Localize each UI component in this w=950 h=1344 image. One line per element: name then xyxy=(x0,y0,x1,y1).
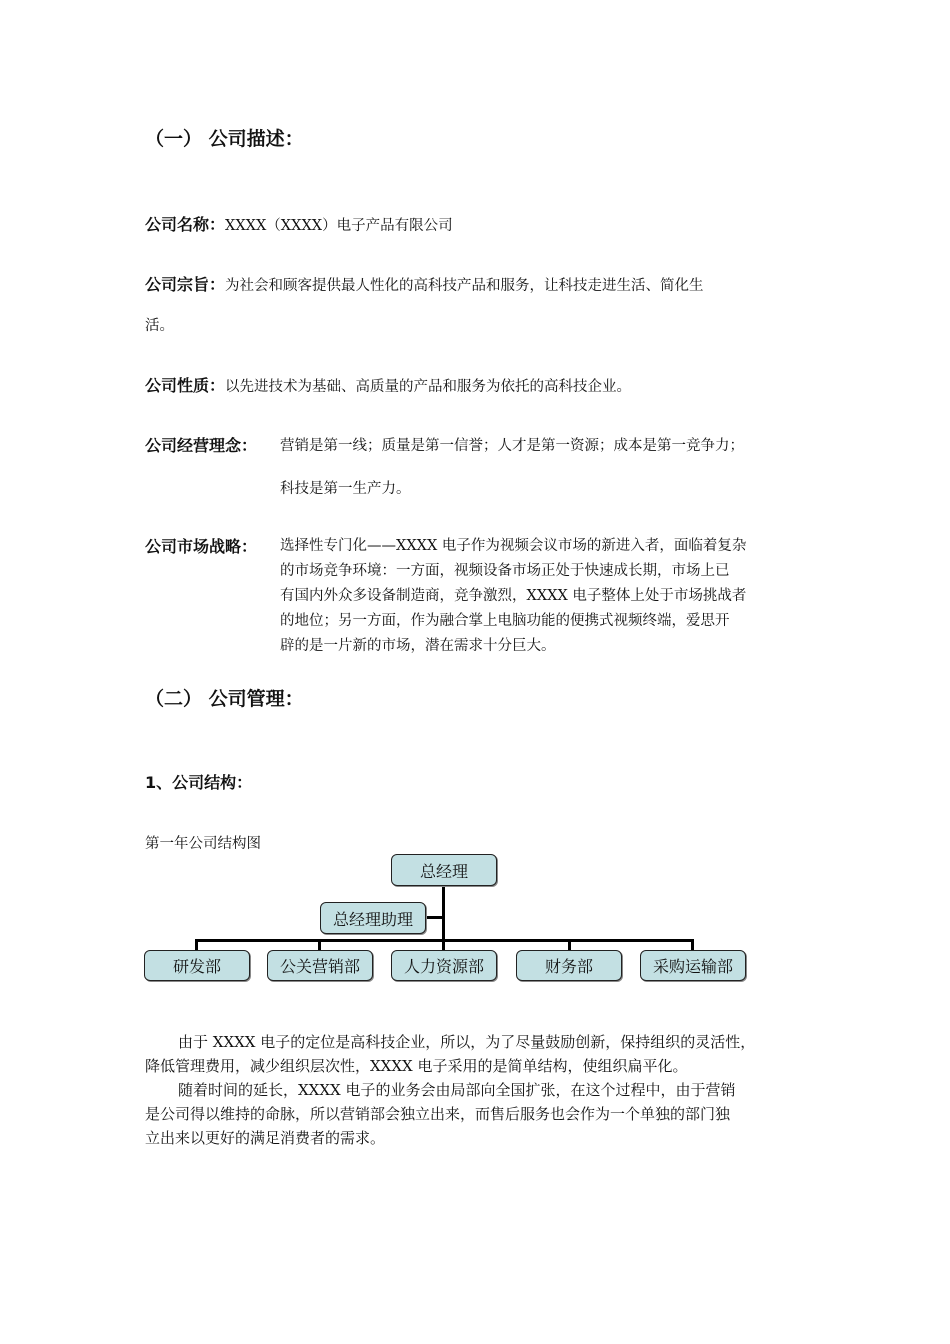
paragraph-structure-rationale xyxy=(145,1030,835,1078)
strategy-line: 辟的是一片新的市场，潜在需求十分巨大。 xyxy=(280,638,556,654)
subsection-heading-structure: 1、公司结构： xyxy=(145,773,253,792)
strategy-line: 的市场竞争环境：一方面，视频设备市场正处于快速成长期，市场上已 xyxy=(280,563,730,579)
company-nature-value: 以先进技术为基础、高质量的产品和服务为依托的高科技企业。 xyxy=(225,379,632,395)
company-philosophy-label: 公司经营理念： xyxy=(145,436,258,455)
org-connector-assistant xyxy=(425,916,443,919)
company-strategy-label: 公司市场战略： xyxy=(145,537,258,556)
org-chart-caption: 第一年公司结构图 xyxy=(145,836,261,852)
company-purpose-label: 公司宗旨： xyxy=(145,275,226,294)
strategy-line: 的地位；另一方面，作为融合掌上电脑功能的便携式视频终端，爱思开 xyxy=(280,613,730,629)
company-philosophy-line2: 科技是第一生产力。 xyxy=(280,481,411,497)
section-heading-management: （二） 公司管理： xyxy=(145,688,304,710)
org-node-pr-marketing-dept: 公关营销部 xyxy=(267,950,373,981)
company-strategy-text xyxy=(280,534,820,659)
section-heading-description: （一） 公司描述： xyxy=(145,128,304,150)
org-node-finance-dept: 财务部 xyxy=(516,950,622,981)
paragraph-line: 立出来以更好的满足消费者的需求。 xyxy=(145,1129,386,1147)
paragraph-line: 降低管理费用，减少组织层次性，XXXX 电子采用的是简单结构，使组织扁平化。 xyxy=(145,1057,688,1075)
paragraph-line: 是公司得以维持的命脉，所以营销部会独立出来，而售后服务也会作为一个单独的部门独 xyxy=(145,1105,731,1123)
paragraph-line: 随着时间的延长，XXXX 电子的业务会由局部向全国扩张，在这个过程中，由于营销 xyxy=(178,1081,736,1099)
company-purpose-line2: 活。 xyxy=(145,318,174,334)
strategy-line: 选择性专门化——XXXX 电子作为视频会议市场的新进入者，面临着复杂 xyxy=(280,538,747,554)
company-nature-label: 公司性质： xyxy=(145,376,226,395)
org-node-assistant: 总经理助理 xyxy=(320,902,426,934)
company-name-value: XXXX（XXXX）电子产品有限公司 xyxy=(225,218,453,234)
paragraph-future-expansion xyxy=(145,1078,835,1150)
org-node-rd-dept: 研发部 xyxy=(144,950,250,981)
company-purpose-row xyxy=(145,272,704,295)
company-name-row xyxy=(145,212,453,235)
org-node-hr-dept: 人力资源部 xyxy=(391,950,497,981)
org-node-procurement-dept: 采购运输部 xyxy=(640,950,746,981)
paragraph-line: 由于 XXXX 电子的定位是高科技企业，所以，为了尽量鼓励创新，保持组织的灵活性， xyxy=(178,1033,756,1051)
company-purpose-line1: 为社会和顾客提供最人性化的高科技产品和服务，让科技走进生活、简化生 xyxy=(225,278,704,294)
company-name-label: 公司名称： xyxy=(145,215,226,234)
company-philosophy-line1: 营销是第一线；质量是第一信誉；人才是第一资源；成本是第一竞争力； xyxy=(280,438,744,454)
org-connector-vertical-main xyxy=(442,885,445,941)
org-node-general-manager: 总经理 xyxy=(391,854,497,886)
company-nature-row xyxy=(145,373,631,396)
strategy-line: 有国内外众多设备制造商，竞争激烈，XXXX 电子整体上处于市场挑战者 xyxy=(280,588,747,604)
